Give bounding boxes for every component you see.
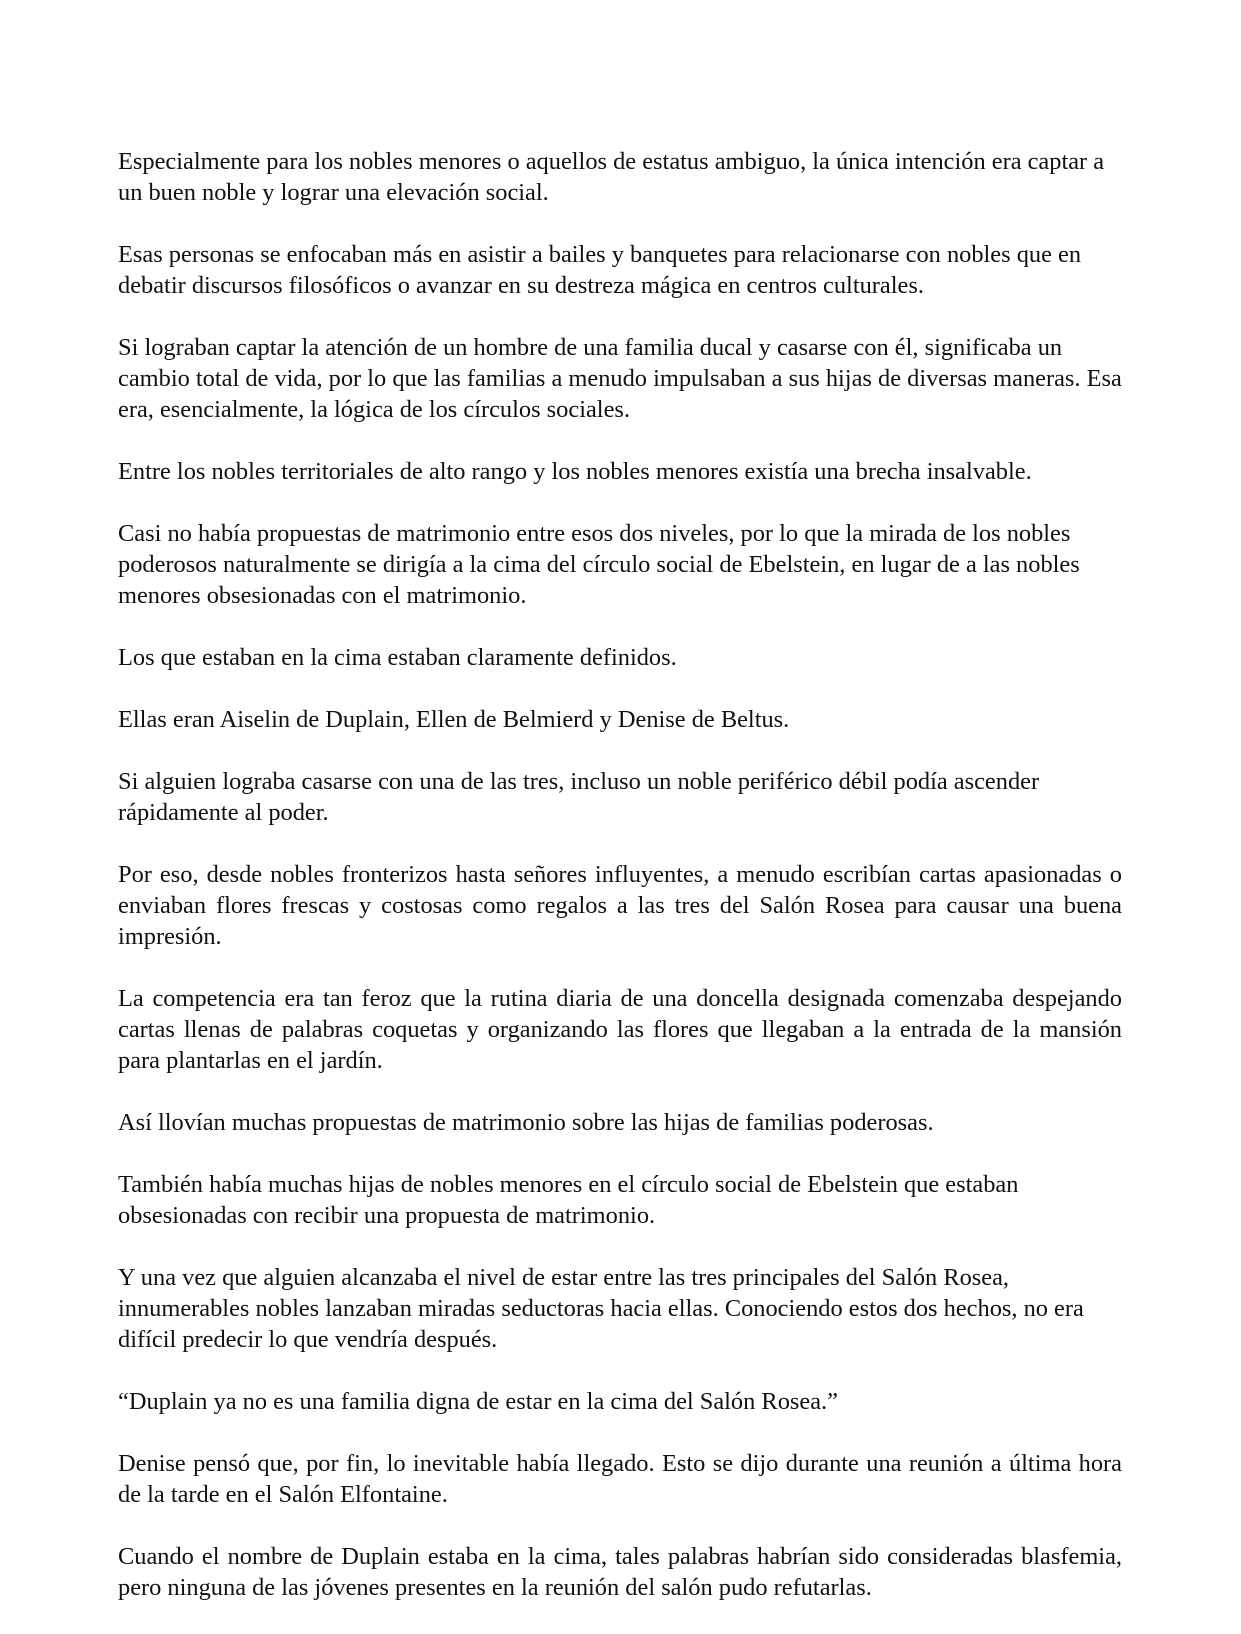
paragraph-10: La competencia era tan feroz que la rutina diaria de una doncella designada comenzaba despejando cartas llenas de palabras coquetas y organizando las flores que llegaban a la entrada de la mansión para plantarlas en el jardín. [118, 985, 1122, 1074]
paragraph-2: Esas personas se enfocaban más en asistir a bailes y banquetes para relacionarse con nobles que en debatir discursos filosóficos o avanzar en su destreza mágica en centros culturales. [118, 241, 1082, 299]
paragraph-3: Si lograban captar la atención de un hombre de una familia ducal y casarse con él, significaba un cambio total de vida, por lo que las familias a menudo impulsaban a sus hijas de diversas maneras. Esa era, esencialmente, la lógica de los círculos sociales. [118, 334, 1122, 423]
document-page [118, 146, 1122, 1634]
paragraph-8: Si alguien lograba casarse con una de las tres, incluso un noble periférico débil podía ascender rápidamente al poder. [118, 768, 1040, 826]
paragraph-15: Denise pensó que, por fin, lo inevitable había llegado. Esto se dijo durante una reunión a última hora de la tarde en el Salón Elfontaine. [118, 1450, 1122, 1508]
paragraph-12: También había muchas hijas de nobles menores en el círculo social de Ebelstein que estaban obsesionadas con recibir una propuesta de matrimonio. [118, 1171, 1019, 1229]
paragraph-14: “Duplain ya no es una familia digna de estar en la cima del Salón Rosea.” [118, 1388, 838, 1415]
paragraph-9: Por eso, desde nobles fronterizos hasta señores influyentes, a menudo escribían cartas apasionadas o enviaban flores frescas y costosas como regalos a las tres del Salón Rosea para causar una buena impresión. [118, 861, 1122, 950]
paragraph-7: Ellas eran Aiselin de Duplain, Ellen de Belmierd y Denise de Beltus. [118, 706, 790, 733]
paragraph-5: Casi no había propuestas de matrimonio entre esos dos niveles, por lo que la mirada de los nobles poderosos naturalmente se dirigía a la cima del círculo social de Ebelstein, en lugar de a las nobles menores obsesionadas con el matrimonio. [118, 520, 1080, 609]
paragraph-16: Cuando el nombre de Duplain estaba en la cima, tales palabras habrían sido consideradas blasfemia, pero ninguna de las jóvenes presentes en la reunión del salón pudo refutarlas. [118, 1543, 1122, 1601]
paragraph-11: Así llovían muchas propuestas de matrimonio sobre las hijas de familias poderosas. [118, 1109, 934, 1136]
paragraph-13: Y una vez que alguien alcanzaba el nivel de estar entre las tres principales del Salón Rosea, innumerables nobles lanzaban miradas seductoras hacia ellas. Conociendo estos dos hechos, no era difícil predecir lo que vendría después. [118, 1264, 1084, 1353]
paragraph-1: Especialmente para los nobles menores o aquellos de estatus ambiguo, la única intención era captar a un buen noble y lograr una elevación social. [118, 148, 1105, 206]
paragraph-4: Entre los nobles territoriales de alto rango y los nobles menores existía una brecha insalvable. [118, 458, 1032, 485]
paragraph-6: Los que estaban en la cima estaban claramente definidos. [118, 644, 677, 671]
